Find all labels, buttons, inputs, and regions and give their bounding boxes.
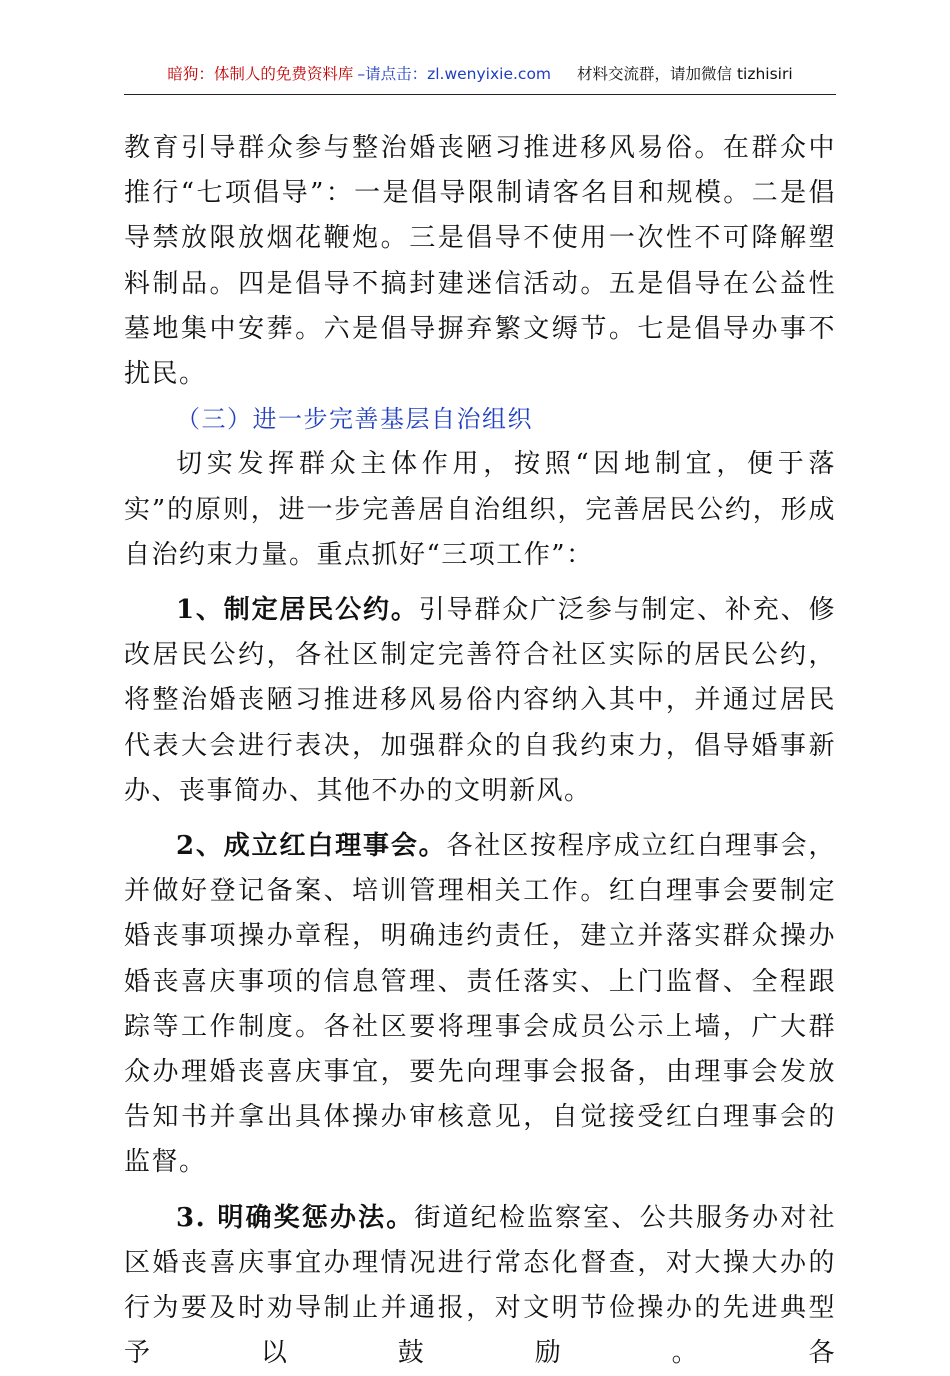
item-3-paragraph xyxy=(124,1196,836,1376)
item-2-title: 2、成立红白理事会。 xyxy=(176,831,447,862)
item-1-title: 1、制定居民公约。 xyxy=(176,595,419,626)
page-header xyxy=(124,62,836,95)
header-site-name: 暗狗：体制人的免费资料库 xyxy=(167,65,354,83)
item-2-body: 各社区按程序成立红白理事会，并做好登记备案、培训管理相关工作。红白理事会要制定婚丧事项操办章程，明确违约责任，建立并落实群众操办婚丧喜庆事项的信息管理、责任落实、上门监督、全程跟踪等工作制度。各社区要将理事会成员公示上墙，广大群众办理婚丧喜庆事宜，要先向理事会报备，由理事会发放告知书并拿出具体操办审核意见，自觉接受红白理事会的监督。 xyxy=(124,831,836,1178)
item-3-title: 3. 明确奖惩办法。 xyxy=(176,1202,415,1233)
section-heading-3: （三）进一步完善基层自治组织 xyxy=(176,405,533,434)
section3-intro: 切实发挥群众主体作用，按照“因地制宜，便于落实”的原则，进一步完善居自治组织，完善居民公约，形成自治约束力量。重点抓好“三项工作”： xyxy=(124,449,836,570)
item-2-paragraph xyxy=(124,824,836,1186)
document-body xyxy=(124,126,836,1376)
header-wechat-note: 材料交流群，请加微信 tizhisiri xyxy=(577,65,793,83)
item-1-paragraph xyxy=(124,588,836,814)
paragraph-intro: 教育引导群众参与整治婚丧陋习推进移风易俗。在群众中推行“七项倡导”：一是倡导限制请客名目和规模。二是倡导禁放限放烟花鞭炮。三是倡导不使用一次性不可降解塑料制品。四是倡导不搞封建迷信活动。五是倡导在公益性墓地集中安葬。六是倡导摒弃繁文缛节。七是倡导办事不扰民。 xyxy=(124,133,836,390)
item-1-body: 引导群众广泛参与制定、补充、修改居民公约，各社区制定完善符合社区实际的居民公约，将整治婚丧陋习推进移风易俗内容纳入其中，并通过居民代表大会进行表决，加强群众的自我约束力，倡导婚事新办、丧事简办、其他不办的文明新风。 xyxy=(124,595,836,806)
header-link[interactable]: –请点击：zl.wenyixie.com xyxy=(357,65,552,83)
item-3-body: 街道纪检监察室、公共服务办对社区婚丧喜庆事宜办理情况进行常态化督查，对大操大办的行为要及时劝导制止并通报，对文明节俭操办的先进典型予以鼓励。各 xyxy=(124,1202,836,1369)
